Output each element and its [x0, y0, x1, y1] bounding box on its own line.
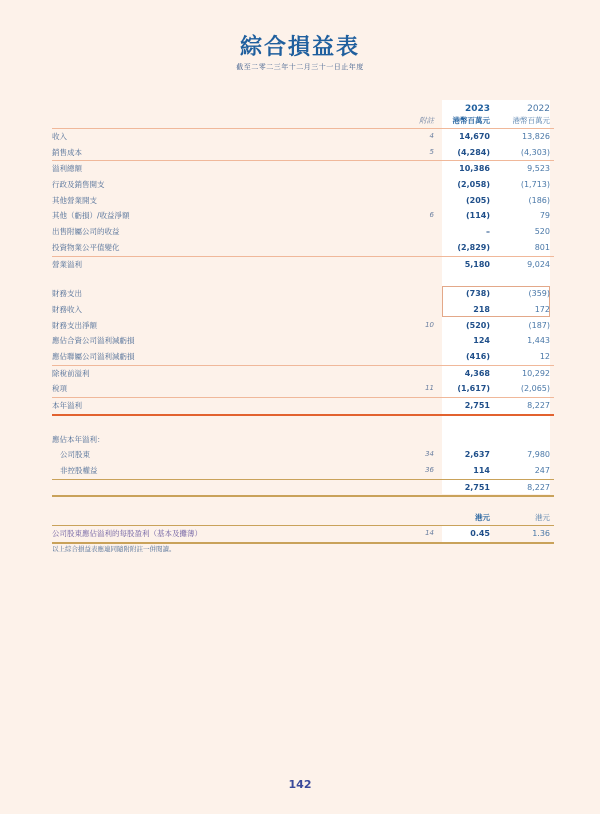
row-label: 本年溢利: [52, 401, 82, 410]
value-2022: 520: [534, 227, 550, 237]
row-label: 營業溢利: [52, 259, 82, 269]
row-note: 5: [429, 147, 434, 156]
row-note: 34: [425, 450, 434, 459]
value-2023: (1,617): [457, 384, 490, 394]
row-note: 11: [425, 384, 434, 393]
eps-label: 公司股東應佔溢利的每股盈利（基本及攤薄）: [52, 529, 202, 539]
row-label: 財務支出淨額: [52, 320, 97, 330]
row-label: 溢利總額: [52, 164, 82, 174]
eps-unit-row: [52, 511, 554, 525]
attributable-total-row: [52, 479, 554, 498]
value-2022: 1,443: [527, 336, 550, 346]
row-label: 出售附屬公司的收益: [52, 227, 120, 237]
value-2023: (205): [465, 195, 490, 205]
table-row: [52, 128, 554, 145]
table-row: [52, 208, 554, 224]
value-2023: (2,058): [457, 180, 490, 190]
table-row: [52, 160, 554, 177]
table-row: [52, 286, 554, 302]
table-row-profit-for-year: [52, 397, 554, 416]
value-2023: 4,368: [464, 368, 490, 378]
value-2022: 247: [534, 466, 550, 476]
table-row: [52, 256, 554, 273]
value-2022: 8,227: [527, 401, 550, 410]
income-statement-table: [52, 100, 554, 544]
eps-row: [52, 525, 554, 544]
value-2022: 801: [534, 242, 550, 252]
row-label: 財務支出: [52, 289, 82, 299]
value-2022: 172: [534, 304, 550, 314]
value-2022: 12: [539, 351, 550, 361]
row-label: 應佔合資公司溢利減虧損: [52, 336, 135, 346]
prior-year-header: 2022: [527, 104, 550, 114]
value-2023: (738): [465, 289, 490, 299]
total-2023: 2,751: [464, 482, 490, 492]
eps-unit-2022: 港元: [535, 513, 550, 523]
period-subtitle: 截至二零二三年十二月三十一日止年度: [236, 63, 364, 71]
row-label: 銷售成本: [52, 147, 82, 157]
value-2023: (520): [465, 320, 490, 330]
table-row: [52, 177, 554, 193]
table-row: [52, 447, 554, 463]
table-row: [52, 365, 554, 382]
eps-2022: 1.36: [532, 529, 550, 539]
row-label: 行政及銷售開支: [52, 180, 105, 190]
row-note: 6: [429, 211, 434, 220]
table-row: [52, 349, 554, 365]
value-2023: 14,670: [459, 132, 490, 141]
row-label: 應佔聯屬公司溢利減虧損: [52, 351, 135, 361]
value-2022: (4,303): [520, 147, 550, 157]
page-number: 142: [288, 778, 312, 791]
value-2022: 9,024: [527, 259, 550, 269]
value-2022: 7,980: [527, 450, 550, 460]
row-note: 36: [425, 466, 434, 475]
row-label: 公司股東: [60, 450, 90, 460]
value-2022: (359): [528, 289, 550, 299]
value-2023: 114: [473, 466, 490, 476]
value-2023: (416): [465, 351, 490, 361]
finance-group: [52, 286, 554, 317]
row-label: 收入: [52, 132, 67, 141]
value-2022: 10,292: [522, 368, 550, 378]
value-2023: –: [486, 227, 490, 237]
value-2022: (186): [528, 195, 550, 205]
prior-unit-header: 港幣百萬元: [512, 116, 550, 125]
value-2023: 2,637: [464, 450, 490, 460]
value-2023: (2,829): [457, 242, 490, 252]
current-year-header: 2023: [464, 104, 490, 114]
value-2023: 218: [473, 304, 490, 314]
table-row: [52, 224, 554, 240]
table-header: [52, 100, 554, 128]
value-2023: 2,751: [464, 401, 490, 410]
current-unit-header: 港幣百萬元: [452, 116, 490, 125]
value-2022: (2,065): [520, 384, 550, 394]
attributable-heading-row: [52, 432, 554, 448]
row-note: 10: [425, 320, 434, 329]
value-2022: (1,713): [520, 180, 550, 190]
value-2023: 5,180: [464, 259, 490, 269]
value-2022: 79: [539, 211, 550, 221]
row-label: 除稅前溢利: [52, 368, 90, 378]
total-2022: 8,227: [527, 482, 550, 492]
page-title: 綜合損益表: [239, 35, 360, 60]
value-2022: 9,523: [527, 164, 550, 174]
table-row: [52, 193, 554, 209]
value-2023: (114): [465, 211, 490, 221]
note-column-header: 附註: [419, 116, 434, 125]
value-2023: 124: [473, 336, 490, 346]
row-label: 其他（虧損）/收益淨額: [52, 211, 130, 221]
table-row: [52, 381, 554, 397]
table-row: [52, 463, 554, 479]
value-2023: 10,386: [459, 164, 490, 174]
footnote: 以上綜合損益表應連同隨附附註一併閱讀。: [52, 545, 176, 553]
attributable-heading: 應佔本年溢利：: [52, 434, 105, 444]
row-label: 財務收入: [52, 304, 82, 314]
table-row: [52, 302, 554, 318]
eps-2023: 0.45: [470, 529, 490, 539]
table-row: [52, 333, 554, 349]
value-2022: (187): [528, 320, 550, 330]
eps-note: 14: [425, 529, 434, 538]
row-note: 4: [429, 132, 434, 140]
table-row: [52, 145, 554, 161]
table-row: [52, 240, 554, 256]
table-row: [52, 318, 554, 334]
value-2023: (4,284): [457, 147, 490, 157]
row-label: 投資物業公平值變化: [52, 242, 120, 252]
row-label: 稅項: [52, 384, 67, 394]
row-label: 其他營業開支: [52, 195, 97, 205]
row-label: 非控股權益: [60, 466, 98, 476]
eps-unit-2023: 港元: [475, 513, 490, 523]
value-2022: 13,826: [522, 132, 550, 141]
